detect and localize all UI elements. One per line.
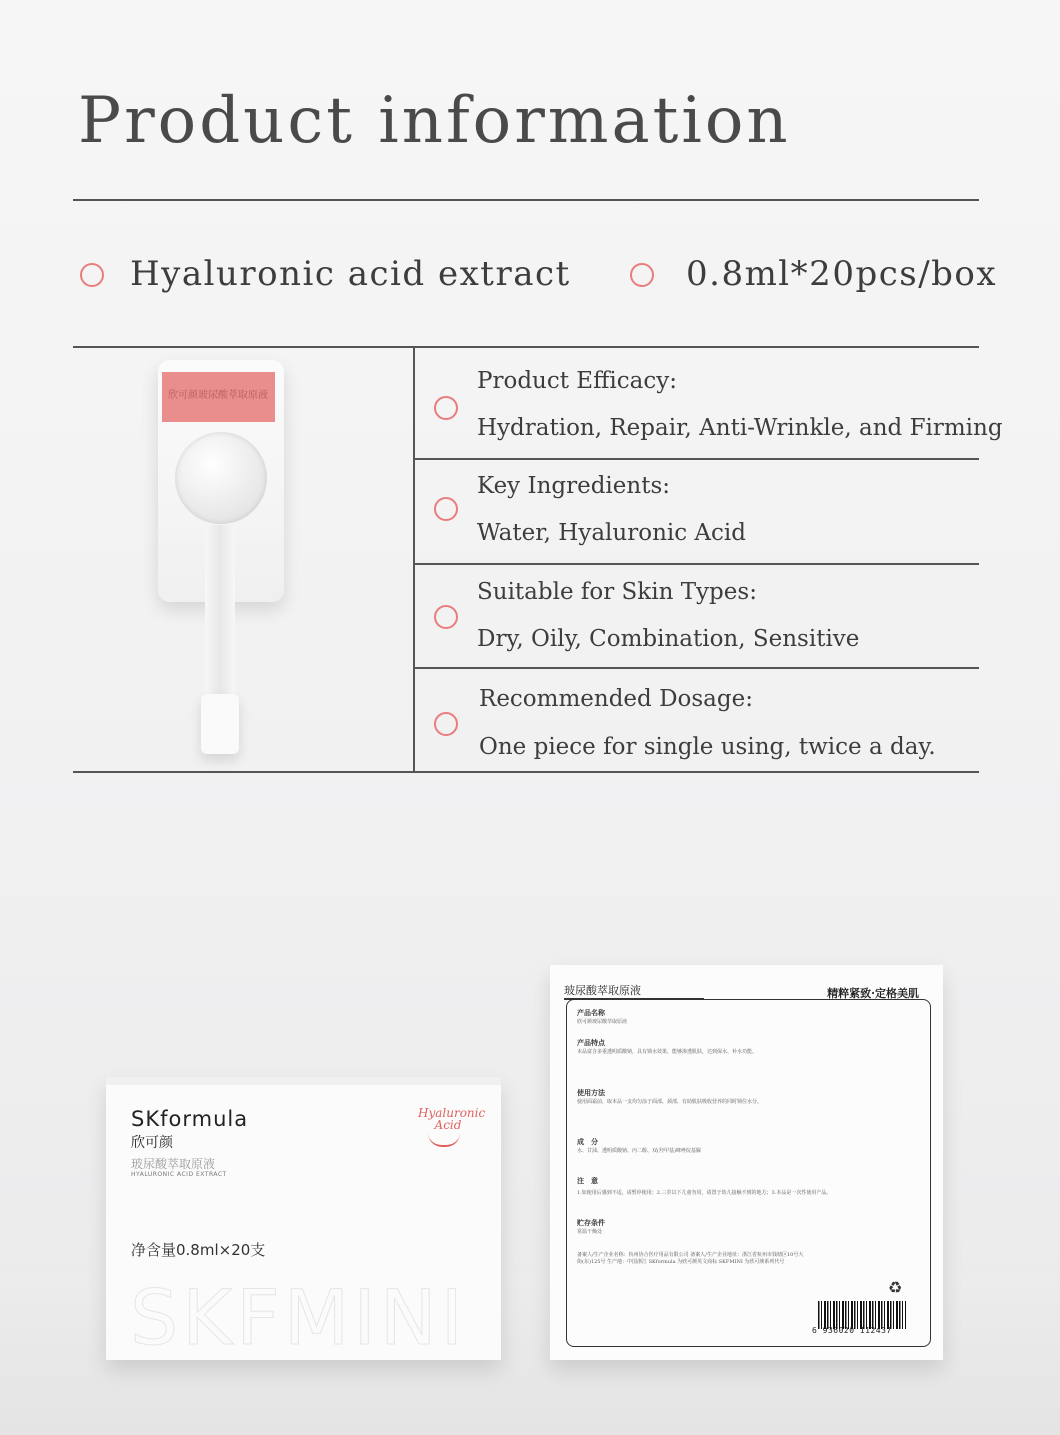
circle-bullet-icon bbox=[434, 712, 458, 736]
net-content: 净含量0.8ml×20支 bbox=[131, 1241, 266, 1259]
brand-logo: SKformula bbox=[131, 1107, 249, 1131]
vial-stem bbox=[205, 525, 235, 695]
spec-value: One piece for single using, twice a day. bbox=[479, 734, 936, 760]
product-name-en: HYALURONIC ACID EXTRACT bbox=[131, 1171, 227, 1178]
front-package-box bbox=[106, 1077, 501, 1360]
back-section-text: 欣可颜玻尿酸萃取原液 bbox=[577, 1019, 628, 1025]
box-top-edge bbox=[106, 1077, 501, 1085]
spec-label: Product Efficacy: bbox=[477, 368, 677, 394]
back-tab-title: 玻尿酸萃取原液 bbox=[564, 984, 641, 997]
back-package-box bbox=[550, 965, 943, 1360]
back-section-heading: 成 分 bbox=[577, 1137, 598, 1146]
circle-bullet-icon bbox=[80, 263, 104, 287]
brand-cn: 欣可颜 bbox=[131, 1135, 173, 1151]
barcode bbox=[818, 1301, 906, 1329]
vial-label bbox=[162, 372, 275, 422]
table-bottom-border bbox=[73, 771, 979, 773]
row-divider bbox=[413, 667, 979, 669]
back-section-text: 使用面霜前，取本品一支均匀涂于面部、颈部，有助肌肤吸收营养的同时锁住水分。 bbox=[577, 1099, 763, 1105]
circle-bullet-icon bbox=[630, 263, 654, 287]
back-section-heading: 产品特点 bbox=[577, 1038, 605, 1047]
table-top-border bbox=[73, 346, 979, 348]
row-divider bbox=[413, 563, 979, 565]
back-footer-text: 备案人/生产企业名称：杭州协合医疗用品有限公司 备案人/生产企业地址：浙江省杭州市钱塘区10号大街(东)125号 生产地：中国浙江 SKformula 为欣可颜英文商标 SKFMINI 为欣可颜系列代号 bbox=[577, 1252, 804, 1265]
circle-bullet-icon bbox=[434, 396, 458, 420]
spec-label: Recommended Dosage: bbox=[479, 686, 753, 712]
spec-value: Dry, Oily, Combination, Sensitive bbox=[477, 626, 860, 652]
back-section-text: 1.如使用后感到不适，请暂停使用；2.三岁以下儿童勿用，请置于幼儿接触不到的地方；3.本品是一次性使用产品。 bbox=[577, 1190, 832, 1196]
recycle-icon: ♻ bbox=[888, 1278, 903, 1297]
product-name-cn: 玻尿酸萃取原液 bbox=[131, 1157, 216, 1171]
back-slogan: 精粹紧致·定格美肌 bbox=[827, 987, 919, 1000]
back-section-heading: 产品名称 bbox=[577, 1008, 605, 1017]
spec-label: Suitable for Skin Types: bbox=[477, 579, 757, 605]
back-section-heading: 贮存条件 bbox=[577, 1218, 605, 1227]
spec-label: Key Ingredients: bbox=[477, 473, 671, 499]
back-section-heading: 注 意 bbox=[577, 1176, 598, 1185]
smile-icon bbox=[428, 1133, 460, 1147]
hyaluronic-badge: Hyaluronic Acid bbox=[418, 1106, 486, 1132]
page-title: Product information bbox=[78, 84, 791, 158]
row-divider bbox=[413, 458, 979, 460]
back-section-heading: 使用方法 bbox=[577, 1088, 605, 1097]
back-section-text: 本品富含多重透明质酸钠，具有锁水效果，能够渗透肌肤，达到保水、补水功能。 bbox=[577, 1049, 758, 1055]
title-divider bbox=[73, 199, 979, 201]
barcode-number: 6 936020 112437 bbox=[812, 1326, 892, 1335]
box-watermark: SKFMINI bbox=[130, 1273, 468, 1362]
feature-volume: 0.8ml*20pcs/box bbox=[686, 254, 998, 294]
spec-value: Hydration, Repair, Anti-Wrinkle, and Firming bbox=[477, 415, 1003, 441]
back-section-text: 水、甘油、透明质酸钠、丙二醇、双(羟甲基)咪唑烷基脲 bbox=[577, 1148, 701, 1154]
table-vertical-divider bbox=[413, 347, 415, 773]
vial-label-text: 欣可颜玻尿酸萃取原液 bbox=[168, 390, 268, 401]
vial-cap bbox=[201, 694, 239, 754]
feature-extract: Hyaluronic acid extract bbox=[130, 254, 571, 294]
back-section-text: 常温干燥处 bbox=[577, 1229, 603, 1235]
circle-bullet-icon bbox=[434, 605, 458, 629]
spec-value: Water, Hyaluronic Acid bbox=[477, 520, 747, 546]
circle-bullet-icon bbox=[434, 497, 458, 521]
vial-bulb bbox=[175, 432, 267, 524]
